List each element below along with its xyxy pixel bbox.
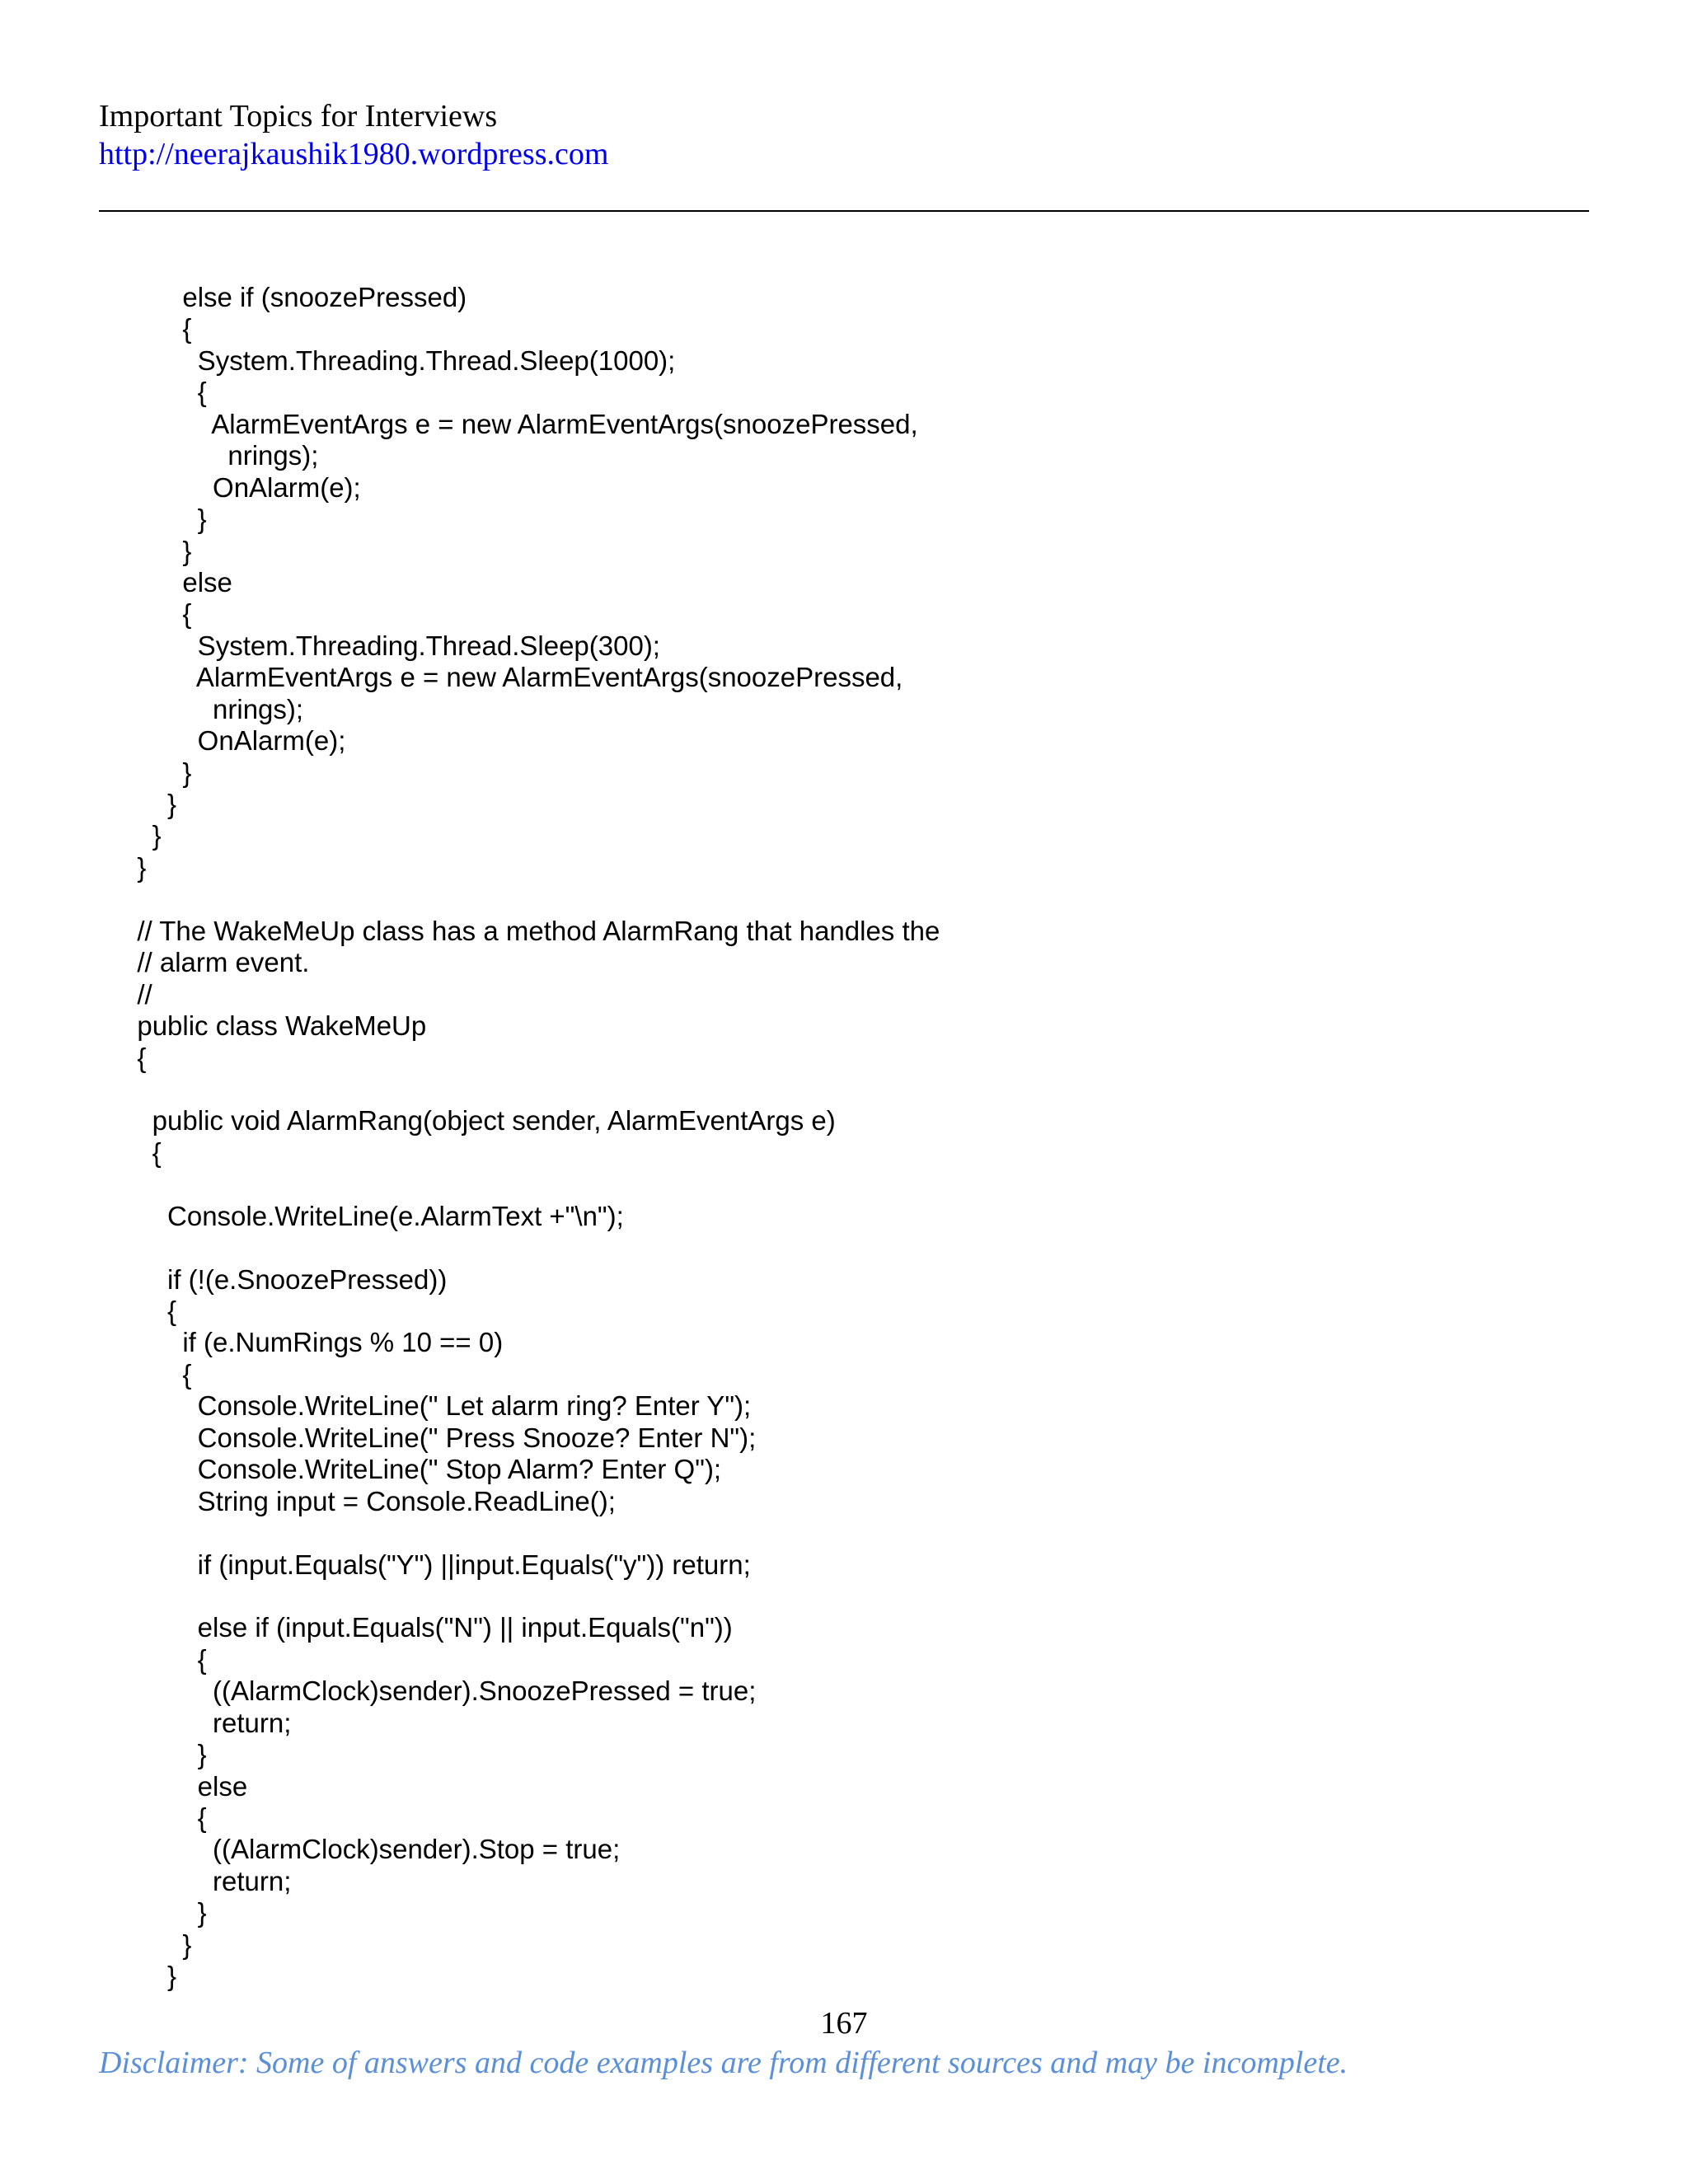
code-line: } (122, 1961, 177, 1992)
code-line: { (122, 313, 192, 344)
code-line (122, 1232, 1523, 1263)
code-line: // The WakeMeUp class has a method AlarmRang that handles the (122, 915, 940, 946)
code-line: System.Threading.Thread.Sleep(300); (122, 630, 660, 661)
code-line: public void AlarmRang(object sender, AlarmEventArgs e) (122, 1105, 836, 1137)
page-header (99, 97, 1582, 173)
code-line: else if (input.Equals("N") || input.Equals("n")) (122, 1612, 733, 1643)
header-title: Important Topics for Interviews (99, 99, 498, 134)
code-line (122, 1581, 1523, 1612)
code-line: } (122, 851, 147, 883)
code-line: Console.WriteLine(" Press Snooze? Enter N"); (122, 1422, 757, 1453)
code-line: } (122, 504, 207, 535)
code-line: System.Threading.Thread.Sleep(1000); (122, 344, 676, 376)
code-line: AlarmEventArgs e = new AlarmEventArgs(snoozePressed, (122, 408, 918, 439)
code-line: { (122, 1296, 177, 1326)
code-line: nrings); (122, 440, 319, 471)
code-line: } (122, 820, 162, 851)
code-line: ((AlarmClock)sender).Stop = true; (122, 1834, 621, 1865)
code-line: ((AlarmClock)sender).SnoozePressed = true; (122, 1675, 757, 1707)
code-line: return; (122, 1707, 292, 1738)
code-line: { (122, 598, 192, 630)
page-number: 167 (820, 2006, 868, 2041)
code-line (122, 1169, 1523, 1200)
code-line: String input = Console.ReadLine(); (122, 1485, 616, 1516)
code-line: Console.WriteLine(e.AlarmText +"\n"); (122, 1200, 624, 1231)
code-line (122, 1074, 1523, 1105)
code-line: // (122, 978, 152, 1010)
code-line: { (122, 1643, 207, 1675)
code-line: } (122, 1897, 207, 1929)
code-line: OnAlarm(e); (122, 471, 361, 503)
code-line: AlarmEventArgs e = new AlarmEventArgs(snoozePressed, (122, 662, 903, 693)
code-line: Console.WriteLine(" Let alarm ring? Enter Y"); (122, 1390, 752, 1422)
code-line: OnAlarm(e); (122, 725, 346, 757)
code-line: } (122, 757, 192, 788)
code-line: if (e.NumRings % 10 == 0) (122, 1327, 504, 1358)
code-line: } (122, 1739, 207, 1770)
code-line: nrings); (122, 693, 304, 724)
code-line (122, 883, 1523, 915)
disclaimer-text: Disclaimer: Some of answers and code examples are from different sources and may be incomplete. (99, 2046, 1348, 2080)
code-line: if (input.Equals("Y") ||input.Equals("y")) return; (122, 1549, 751, 1580)
code-line: // alarm event. (122, 947, 310, 978)
code-line: public class WakeMeUp (122, 1010, 427, 1042)
code-line: else if (snoozePressed) (122, 282, 467, 312)
code-line (122, 1517, 1523, 1549)
code-line: if (!(e.SnoozePressed)) (122, 1263, 448, 1295)
header-divider (99, 210, 1589, 212)
code-line: } (122, 1929, 192, 1960)
code-line: else (122, 1770, 248, 1802)
code-line: else (122, 566, 232, 598)
code-line: { (122, 1358, 192, 1390)
header-url-link[interactable]: http://neerajkaushik1980.wordpress.com (99, 137, 609, 171)
code-line: return; (122, 1865, 292, 1896)
code-listing (122, 282, 1523, 1993)
code-line: } (122, 535, 192, 566)
code-line: { (122, 1042, 147, 1073)
code-line: } (122, 789, 177, 819)
code-line: { (122, 1802, 207, 1833)
code-line: Console.WriteLine(" Stop Alarm? Enter Q"); (122, 1454, 722, 1485)
code-line: { (122, 1137, 162, 1168)
code-line: { (122, 377, 207, 408)
